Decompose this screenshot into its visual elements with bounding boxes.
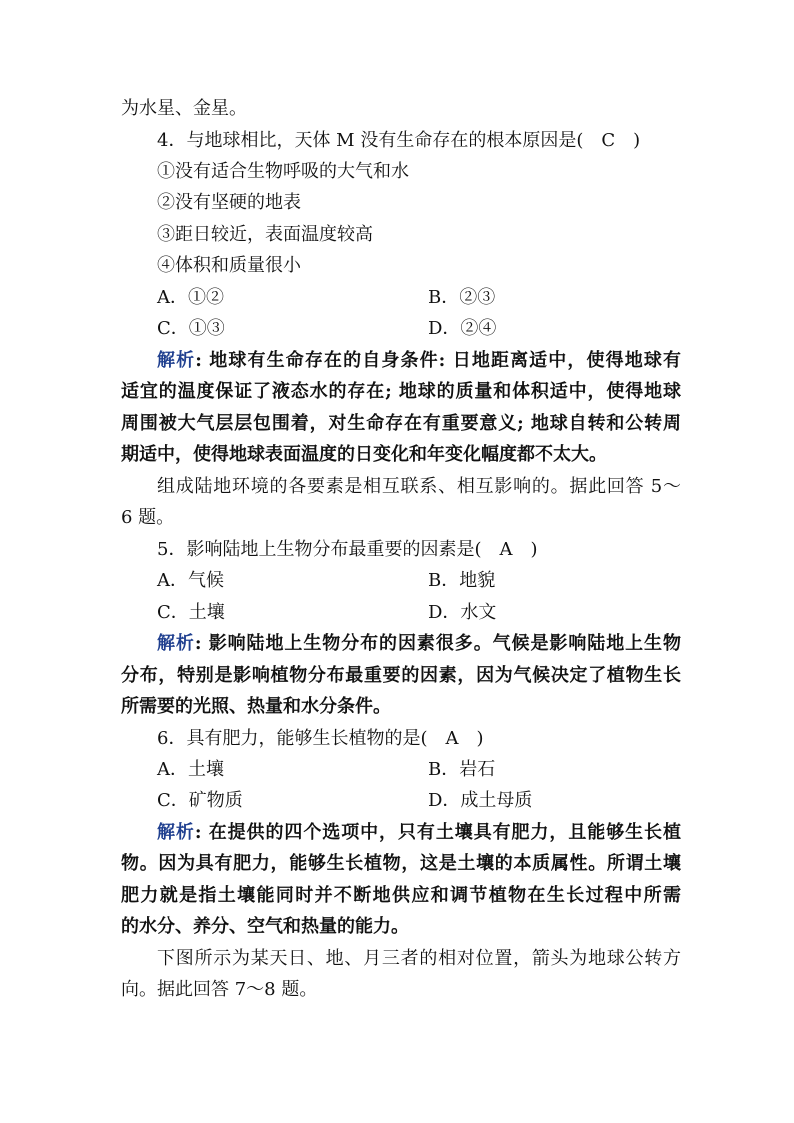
- q6-explanation-line: [157, 821, 681, 845]
- q4-explanation-text: : 地球有生命存在的自身条件: 日地距离适中，使得地球有: [195, 350, 682, 371]
- jiexi-label: 解析: [157, 822, 195, 843]
- q4-statement-2: ②没有坚硬的地表: [157, 192, 301, 213]
- q4-statement-3: ③距日较近，表面温度较高: [157, 224, 373, 245]
- q4-option-c: C．①③: [157, 318, 225, 339]
- q5-option-a: A．气候: [157, 570, 224, 591]
- question-4-stem: 4．与地球相比，天体 M 没有生命存在的根本原因是( C ): [157, 130, 641, 151]
- q5-explanation-text: : 影响陆地上生物分布的因素很多。气候是影响陆地上生物: [194, 633, 681, 654]
- q6-option-d: D．成土母质: [428, 790, 533, 811]
- intro-5-6-line: 组成陆地环境的各要素是相互联系、相互影响的。据此回答 5～: [157, 476, 681, 497]
- q4-statement-4: ④体积和质量很小: [157, 255, 301, 276]
- q6-explanation-line: 的水分、养分、空气和热量的能力。: [121, 916, 409, 937]
- intro-7-8-line: 向。据此回答 7～8 题。: [121, 979, 318, 1000]
- intro-7-8-line: 下图所示为某天日、地、月三者的相对位置，箭头为地球公转方: [157, 948, 681, 969]
- q4-explanation-line: [157, 349, 681, 373]
- q4-statement-1: ①没有适合生物呼吸的大气和水: [157, 161, 409, 182]
- q4-option-a: A．①②: [157, 287, 224, 308]
- q4-explanation-line: 适宜的温度保证了液态水的存在; 地球的质量和体积适中，使得地球: [121, 381, 681, 402]
- q6-explanation-line: 物。因为具有肥力，能够生长植物，这是土壤的本质属性。所谓土壤: [121, 853, 681, 874]
- q5-option-b: B．地貌: [428, 570, 496, 591]
- question-5-stem: 5．影响陆地上生物分布最重要的因素是( A ): [157, 539, 538, 560]
- q6-explanation-line: 肥力就是指土壤能同时并不断地供应和调节植物在生长过程中所需: [121, 885, 681, 906]
- q5-option-d: D．水文: [428, 602, 497, 623]
- q5-option-c: C．土壤: [157, 602, 225, 623]
- q4-option-b: B．②③: [428, 287, 496, 308]
- q4-explanation-line: 期适中，使得地球表面温度的日变化和年变化幅度都不太大。: [121, 444, 607, 465]
- q6-option-c: C．矿物质: [157, 790, 243, 811]
- q5-explanation-line: 分布，特别是影响植物分布最重要的因素，因为气候决定了植物生长: [121, 665, 681, 686]
- jiexi-label: 解析: [157, 350, 196, 371]
- q5-explanation-line: [157, 632, 681, 656]
- text-line: 为水星、金星。: [121, 98, 247, 119]
- q4-option-d: D．②④: [428, 318, 497, 339]
- jiexi-label: 解析: [157, 633, 195, 654]
- question-6-stem: 6．具有肥力，能够生长植物的是( A ): [157, 728, 484, 749]
- q6-option-a: A．土壤: [157, 759, 224, 780]
- q6-option-b: B．岩石: [428, 759, 496, 780]
- intro-5-6-line: 6 题。: [121, 507, 175, 528]
- q4-explanation-line: 周围被大气层层包围着，对生命存在有重要意义; 地球自转和公转周: [121, 413, 681, 434]
- q6-explanation-text: : 在提供的四个选项中，只有土壤具有肥力，且能够生长植: [194, 822, 681, 843]
- q5-explanation-line: 所需要的光照、热量和水分条件。: [121, 696, 391, 717]
